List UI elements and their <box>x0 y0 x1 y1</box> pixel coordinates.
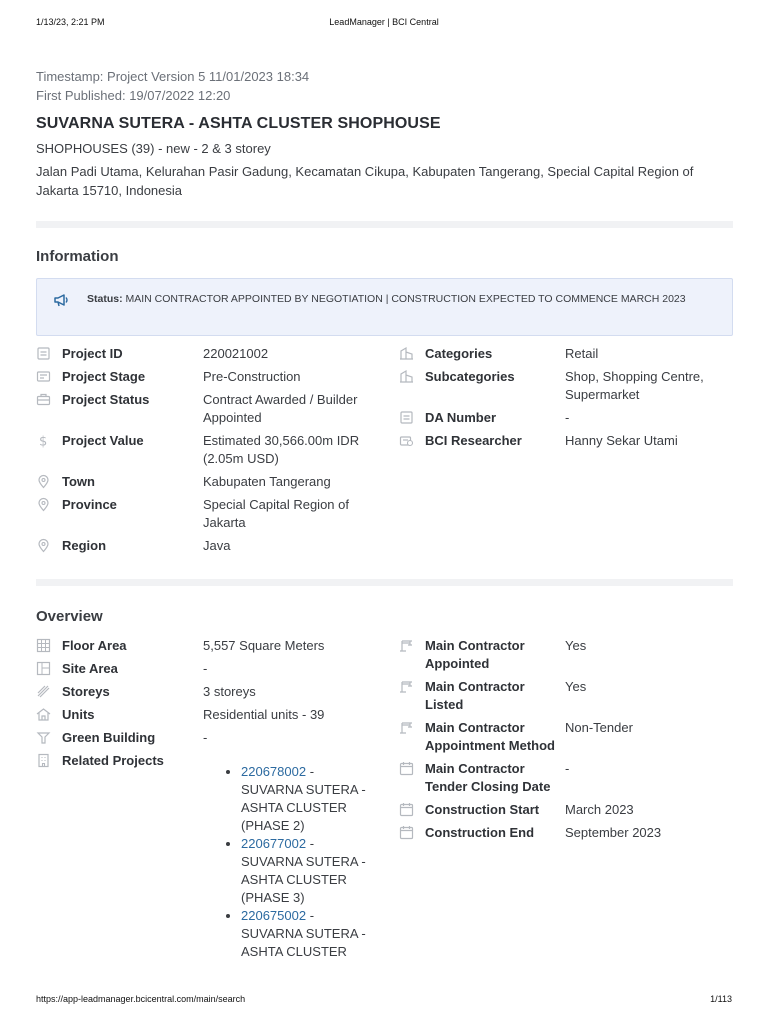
green-building-icon <box>36 730 51 745</box>
categories-label: Categories <box>425 346 493 361</box>
location-pin-icon <box>36 497 51 512</box>
print-title: LeadManager | BCI Central <box>329 17 439 27</box>
categories-value: Retail <box>565 346 599 361</box>
crane-icon <box>399 720 414 735</box>
project-id-value: 220021002 <box>203 346 269 361</box>
main-contractor-listed-value: Yes <box>565 679 587 694</box>
floor-area-label: Floor Area <box>62 638 127 653</box>
related-projects-list <box>223 763 373 961</box>
briefcase-icon <box>36 392 51 407</box>
status-label: Status: <box>87 293 123 305</box>
print-date: 1/13/23, 2:21 PM <box>36 17 105 27</box>
province-value: Special Capital Region of Jakarta <box>203 497 349 530</box>
region-label: Region <box>62 538 107 553</box>
tender-closing-date-value: - <box>565 761 570 776</box>
building-category-icon <box>399 369 414 384</box>
svg-text:$: $ <box>39 434 48 448</box>
related-project-link[interactable]: 220675002 <box>241 908 307 923</box>
town-value: Kabupaten Tangerang <box>203 474 331 489</box>
region-value: Java <box>203 538 231 553</box>
related-project-link[interactable]: 220678002 <box>241 764 307 779</box>
green-building-value: - <box>203 730 208 745</box>
storeys-label: Storeys <box>62 684 110 699</box>
crane-icon <box>399 638 414 653</box>
project-status-value: Contract Awarded / Builder Appointed <box>203 392 358 425</box>
province-label: Province <box>62 497 117 512</box>
appointment-method-value: Non-Tender <box>565 720 633 735</box>
related-project-name: - SUVARNA SUTERA - ASHTA CLUSTER <box>241 908 366 959</box>
project-value-value: Estimated 30,566.00m IDR (2.05m USD) <box>203 433 360 466</box>
construction-end-label: Construction End <box>425 825 535 840</box>
site-area-label: Site Area <box>62 661 118 676</box>
construction-start-label: Construction Start <box>425 802 540 817</box>
calendar-icon <box>399 761 414 776</box>
project-subtitle: SHOPHOUSES (39) - new - 2 & 3 storey <box>36 141 271 156</box>
bci-researcher-value: Hanny Sekar Utami <box>565 433 678 448</box>
units-value: Residential units - 39 <box>203 707 325 722</box>
da-number-label: DA Number <box>425 410 497 425</box>
units-label: Units <box>62 707 95 722</box>
project-address: Jalan Padi Utama, Kelurahan Pasir Gadung, Kecamatan Cikupa, Kabupaten Tangerang, Special Capital Region of Jakarta 15710, Indonesia <box>36 164 694 198</box>
tender-closing-date-label: Main Contractor Tender Closing Date <box>425 761 551 794</box>
location-pin-icon <box>36 474 51 489</box>
related-project-name: - SUVARNA SUTERA - ASHTA CLUSTER (PHASE 2) <box>241 764 366 833</box>
construction-end-value: September 2023 <box>565 825 662 840</box>
calendar-icon <box>399 802 414 817</box>
building-category-icon <box>399 346 414 361</box>
related-projects-label: Related Projects <box>62 753 164 768</box>
green-building-label: Green Building <box>62 730 156 745</box>
project-value-label: Project Value <box>62 433 144 448</box>
section-divider <box>36 579 733 586</box>
floor-area-value: 5,557 Square Meters <box>203 638 325 653</box>
print-url: https://app-leadmanager.bcicentral.com/main/search <box>36 994 246 1004</box>
location-pin-icon <box>36 538 51 553</box>
project-id-label: Project ID <box>62 346 123 361</box>
site-area-icon <box>36 661 51 676</box>
related-projects-icon <box>36 753 51 768</box>
dollar-icon <box>36 433 51 448</box>
related-project-link[interactable]: 220677002 <box>241 836 307 851</box>
related-project-name: - SUVARNA SUTERA - ASHTA CLUSTER (PHASE 3) <box>241 836 366 905</box>
bci-researcher-label: BCI Researcher <box>425 433 522 448</box>
main-contractor-appointed-label: Main Contractor Appointed <box>425 638 525 671</box>
construction-start-value: March 2023 <box>565 802 634 817</box>
subcategories-value: Shop, Shopping Centre, Supermarket <box>565 369 704 402</box>
project-status-label: Project Status <box>62 392 150 407</box>
list-item <box>241 763 373 835</box>
crane-icon <box>399 679 414 694</box>
floor-area-icon <box>36 638 51 653</box>
page-number: 1/113 <box>710 994 732 1004</box>
status-text <box>87 292 717 308</box>
document-icon <box>399 410 414 425</box>
page-title: SUVARNA SUTERA - ASHTA CLUSTER SHOPHOUSE <box>36 115 441 132</box>
appointment-method-label: Main Contractor Appointment Method <box>425 720 555 753</box>
site-area-value: - <box>203 661 208 676</box>
status-banner <box>36 278 733 336</box>
list-item <box>241 907 373 961</box>
overview-heading: Overview <box>36 608 103 625</box>
storeys-icon <box>36 684 51 699</box>
print-header <box>36 17 732 31</box>
calendar-icon <box>399 825 414 840</box>
stage-icon <box>36 369 51 384</box>
first-published: First Published: 19/07/2022 12:20 <box>36 88 231 103</box>
timestamp: Timestamp: Project Version 5 11/01/2023 18:34 <box>36 69 310 84</box>
units-icon <box>36 707 51 722</box>
project-stage-label: Project Stage <box>62 369 146 384</box>
print-footer <box>36 994 732 1008</box>
main-contractor-listed-label: Main Contractor Listed <box>425 679 525 712</box>
document-icon <box>36 346 51 361</box>
storeys-value: 3 storeys <box>203 684 256 699</box>
information-heading: Information <box>36 248 119 265</box>
section-divider <box>36 221 733 228</box>
town-label: Town <box>62 474 95 489</box>
list-item <box>241 835 373 907</box>
project-stage-value: Pre-Construction <box>203 369 301 384</box>
megaphone-icon <box>53 292 71 308</box>
status-value: MAIN CONTRACTOR APPOINTED BY NEGOTIATION | CONSTRUCTION EXPECTED TO COMMENCE MARCH 2023 <box>122 293 686 305</box>
subcategories-label: Subcategories <box>425 369 515 384</box>
main-contractor-appointed-value: Yes <box>565 638 587 653</box>
da-number-value: - <box>565 410 570 425</box>
researcher-icon <box>399 433 414 448</box>
